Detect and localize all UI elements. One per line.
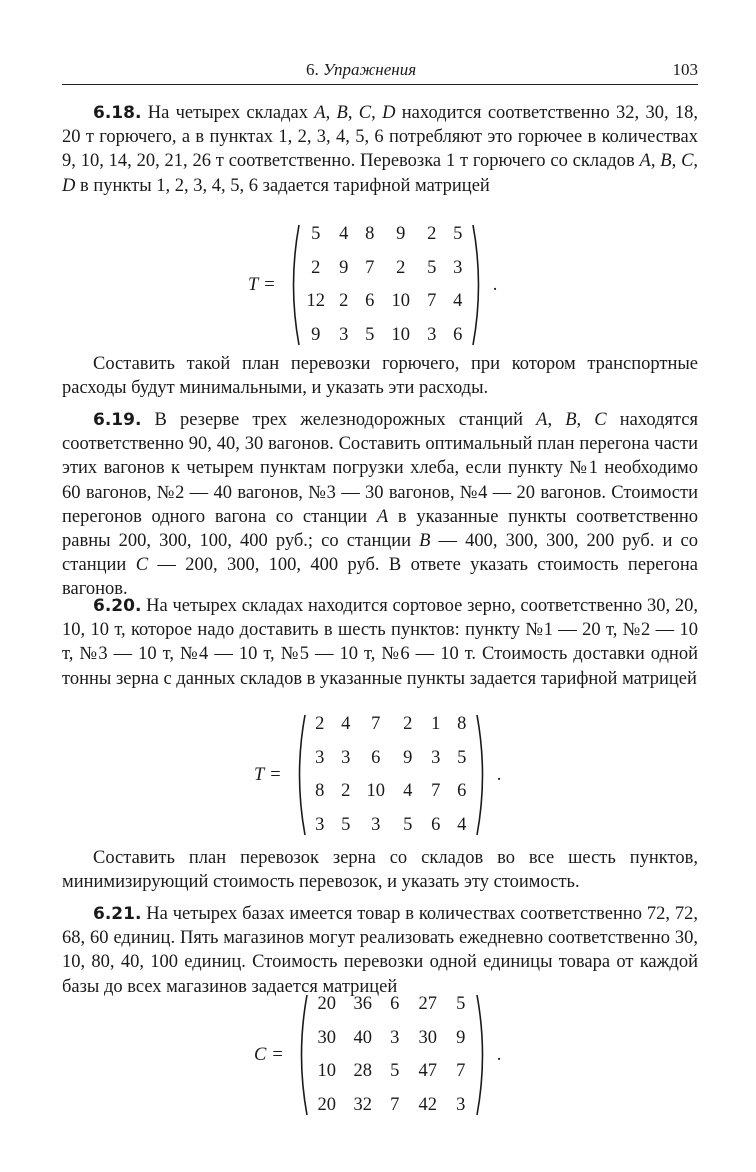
left-paren (293, 714, 307, 836)
matrix-cell: 2 (396, 257, 406, 278)
matrix-label: C = (254, 1044, 283, 1065)
matrix-cell: 3 (456, 1094, 466, 1115)
running-head (62, 60, 698, 85)
exercise-6-21-text (62, 902, 698, 999)
matrix-cell: 7 (456, 1061, 466, 1082)
matrix-row (301, 218, 471, 252)
matrix-cell: 6 (457, 781, 467, 802)
matrix-cell: 6 (453, 324, 463, 345)
right-paren (475, 994, 489, 1116)
matrix-cell: 10 (366, 781, 385, 802)
matrix-cell: 5 (311, 224, 321, 245)
matrix-cell: 10 (391, 324, 410, 345)
matrix-cell: 7 (427, 291, 437, 312)
matrix-grid (301, 218, 471, 352)
matrix-cell: 40 (353, 1027, 373, 1048)
exercise-6-20-task (62, 846, 698, 894)
matrix-cell: 7 (390, 1094, 400, 1115)
matrix-grid (309, 988, 475, 1122)
matrix-cell: 3 (427, 324, 437, 345)
matrix-cell: 2 (339, 291, 349, 312)
matrix-label: T = (248, 274, 275, 295)
matrix-cell: 3 (431, 747, 441, 768)
matrix-row (301, 252, 471, 286)
matrix-cell: 32 (353, 1094, 373, 1115)
matrix-cell: 2 (311, 257, 321, 278)
matrix-cell: 2 (341, 781, 351, 802)
matrix-cell: 47 (418, 1061, 438, 1082)
matrix-row (309, 988, 475, 1022)
exercise-paragraph: 6.18. На четырех складах A, B, C, D находится соответственно 32, 30, 18, 20 т горючего, а в пунктах 1, 2, 3, 4, 5, 6 потребляют это горючее в количествах 9, 10, 14, 20, 21, 26 т соответственно. Перевозка 1 т горючего со складов A, B, C, D в пункты 1, 2, 3, 4, 5, 6 задается тарифной матрицей (62, 103, 699, 196)
matrix-cell: 10 (317, 1061, 337, 1082)
matrix-row (309, 1089, 475, 1123)
cost-matrix-C-621: C = 20 36 6 27 5 30 40 3 30 9 10 28 5 47 7 20 32 7 42 3 . (254, 994, 501, 1116)
matrix-cell: 3 (371, 814, 381, 835)
matrix-cell: 2 (315, 714, 325, 735)
task-paragraph: Составить план перевозок зерна со складов во все шесть пунктов, минимизирующий стоимость перевозок, и указать эту стоимость. (62, 848, 698, 893)
exercise-number: 6.18. (93, 103, 142, 123)
matrix-cell: 5 (453, 224, 463, 245)
matrix-cell: 2 (403, 714, 413, 735)
matrix-row (309, 1055, 475, 1089)
matrix-cell: 8 (365, 224, 375, 245)
tariff-matrix-T-618: T = 5 4 8 9 2 5 2 9 7 2 5 3 12 2 6 10 7 4 9 3 5 10 3 6 . (248, 224, 497, 346)
matrix-cell: 20 (317, 1094, 337, 1115)
matrix-cell: 7 (371, 714, 381, 735)
matrix-cell: 3 (341, 747, 351, 768)
right-paren (475, 714, 489, 836)
matrix-cell: 3 (339, 324, 349, 345)
matrix-cell: 8 (457, 714, 467, 735)
left-paren (287, 224, 301, 346)
matrix-cell: 4 (403, 781, 413, 802)
matrix-row (307, 775, 475, 809)
matrix-cell: 36 (353, 994, 373, 1015)
matrix-cell: 20 (317, 994, 337, 1015)
exercise-6-18-task (62, 352, 698, 400)
matrix-row (307, 809, 475, 843)
matrix-cell: 28 (353, 1061, 373, 1082)
matrix-row (301, 285, 471, 319)
matrix-cell: 6 (390, 994, 400, 1015)
matrix-cell: 6 (431, 814, 441, 835)
matrix-cell: 3 (390, 1027, 400, 1048)
section-title: 6. Упражнения (306, 60, 417, 79)
matrix-cell: 5 (456, 994, 466, 1015)
matrix-row (307, 708, 475, 742)
matrix-cell: 42 (418, 1094, 438, 1115)
matrix-cell: 5 (457, 747, 467, 768)
matrix-cell: 30 (317, 1027, 337, 1048)
matrix-row (301, 319, 471, 353)
matrix-cell: 4 (453, 291, 463, 312)
matrix-cell: 2 (427, 224, 437, 245)
matrix-cell: 4 (341, 714, 351, 735)
matrix-cell: 27 (418, 994, 438, 1015)
left-paren (295, 994, 309, 1116)
matrix-cell: 12 (306, 291, 325, 312)
matrix-cell: 5 (365, 324, 375, 345)
exercise-number: 6.19. (93, 410, 142, 430)
matrix-cell: 1 (431, 714, 441, 735)
matrix-cell: 3 (315, 814, 325, 835)
matrix-row (307, 742, 475, 776)
matrix-cell: 7 (431, 781, 441, 802)
matrix-cell: 4 (457, 814, 467, 835)
matrix-label: T = (254, 764, 281, 785)
matrix-cell: 5 (427, 257, 437, 278)
matrix-cell: 9 (339, 257, 349, 278)
right-paren (471, 224, 485, 346)
matrix-cell: 3 (453, 257, 463, 278)
matrix-cell: 8 (315, 781, 325, 802)
matrix-row (309, 1022, 475, 1056)
matrix-grid (307, 708, 475, 842)
exercise-paragraph: 6.21. На четырех базах имеется товар в количествах соответственно 72, 72, 68, 60 единиц. Пять магазинов могут реализовать ежедневно соответственно 30, 10, 80, 40, 100 единиц. Стоимость перевозки одной единицы товара от каждой базы до всех магазинов задается матрицей (62, 904, 698, 997)
exercise-paragraph: 6.19. В резерве трех железнодорожных станций A, B, C находятся соответственно 90, 40, 30 вагонов. Составить оптимальный план перегона части этих вагонов к четырем пунктам погрузки хлеба, если пункту №1 необходимо 60 вагонов, №2 — 40 вагонов, №3 — 30 вагонов, №4 — 20 вагонов. Стоимости перегонов одного вагона со станции A в указанные пункты соответственно равны 200, 300, 100, 400 руб.; со станции B — 400, 300, 300, 200 руб. и со станции C — 200, 300, 100, 400 руб. В ответе указать стоимость перегона вагонов. (62, 410, 699, 600)
exercise-number: 6.21. (93, 904, 142, 924)
matrix-cell: 9 (396, 224, 406, 245)
task-paragraph: Составить такой план перевозки горючего, при котором транспортные расходы будут минимальными, и указать эти расходы. (62, 354, 698, 399)
matrix-cell: 9 (456, 1027, 466, 1048)
exercise-6-18-text (62, 101, 698, 198)
matrix-cell: 4 (339, 224, 349, 245)
matrix-cell: 7 (365, 257, 375, 278)
matrix-cell: 5 (403, 814, 413, 835)
matrix-cell: 10 (391, 291, 410, 312)
matrix-cell: 9 (311, 324, 321, 345)
exercise-number: 6.20. (93, 596, 142, 616)
exercise-6-19-text (62, 408, 698, 602)
matrix-cell: 6 (365, 291, 375, 312)
exercise-paragraph: 6.20. На четырех складах находится сортовое зерно, соответственно 30, 20, 10, 10 т, которое надо доставить в шесть пунктов: пункту №1 — 20 т, №2 — 10 т, №3 — 10 т, №4 — 10 т, №5 — 10 т, №6 — 10 т. Стоимость доставки одной тонны зерна с данных складов в указанные пункты задается тарифной матрицей (62, 596, 698, 689)
matrix-cell: 6 (371, 747, 381, 768)
matrix-cell: 9 (403, 747, 413, 768)
matrix-cell: 3 (315, 747, 325, 768)
exercise-6-20-text (62, 594, 698, 691)
tariff-matrix-T-620: T = 2 4 7 2 1 8 3 3 6 9 3 5 8 2 10 4 7 6 3 5 3 5 6 4 . (254, 714, 501, 836)
matrix-cell: 5 (341, 814, 351, 835)
page-number: 103 (672, 60, 698, 79)
matrix-cell: 30 (418, 1027, 438, 1048)
matrix-cell: 5 (390, 1061, 400, 1082)
